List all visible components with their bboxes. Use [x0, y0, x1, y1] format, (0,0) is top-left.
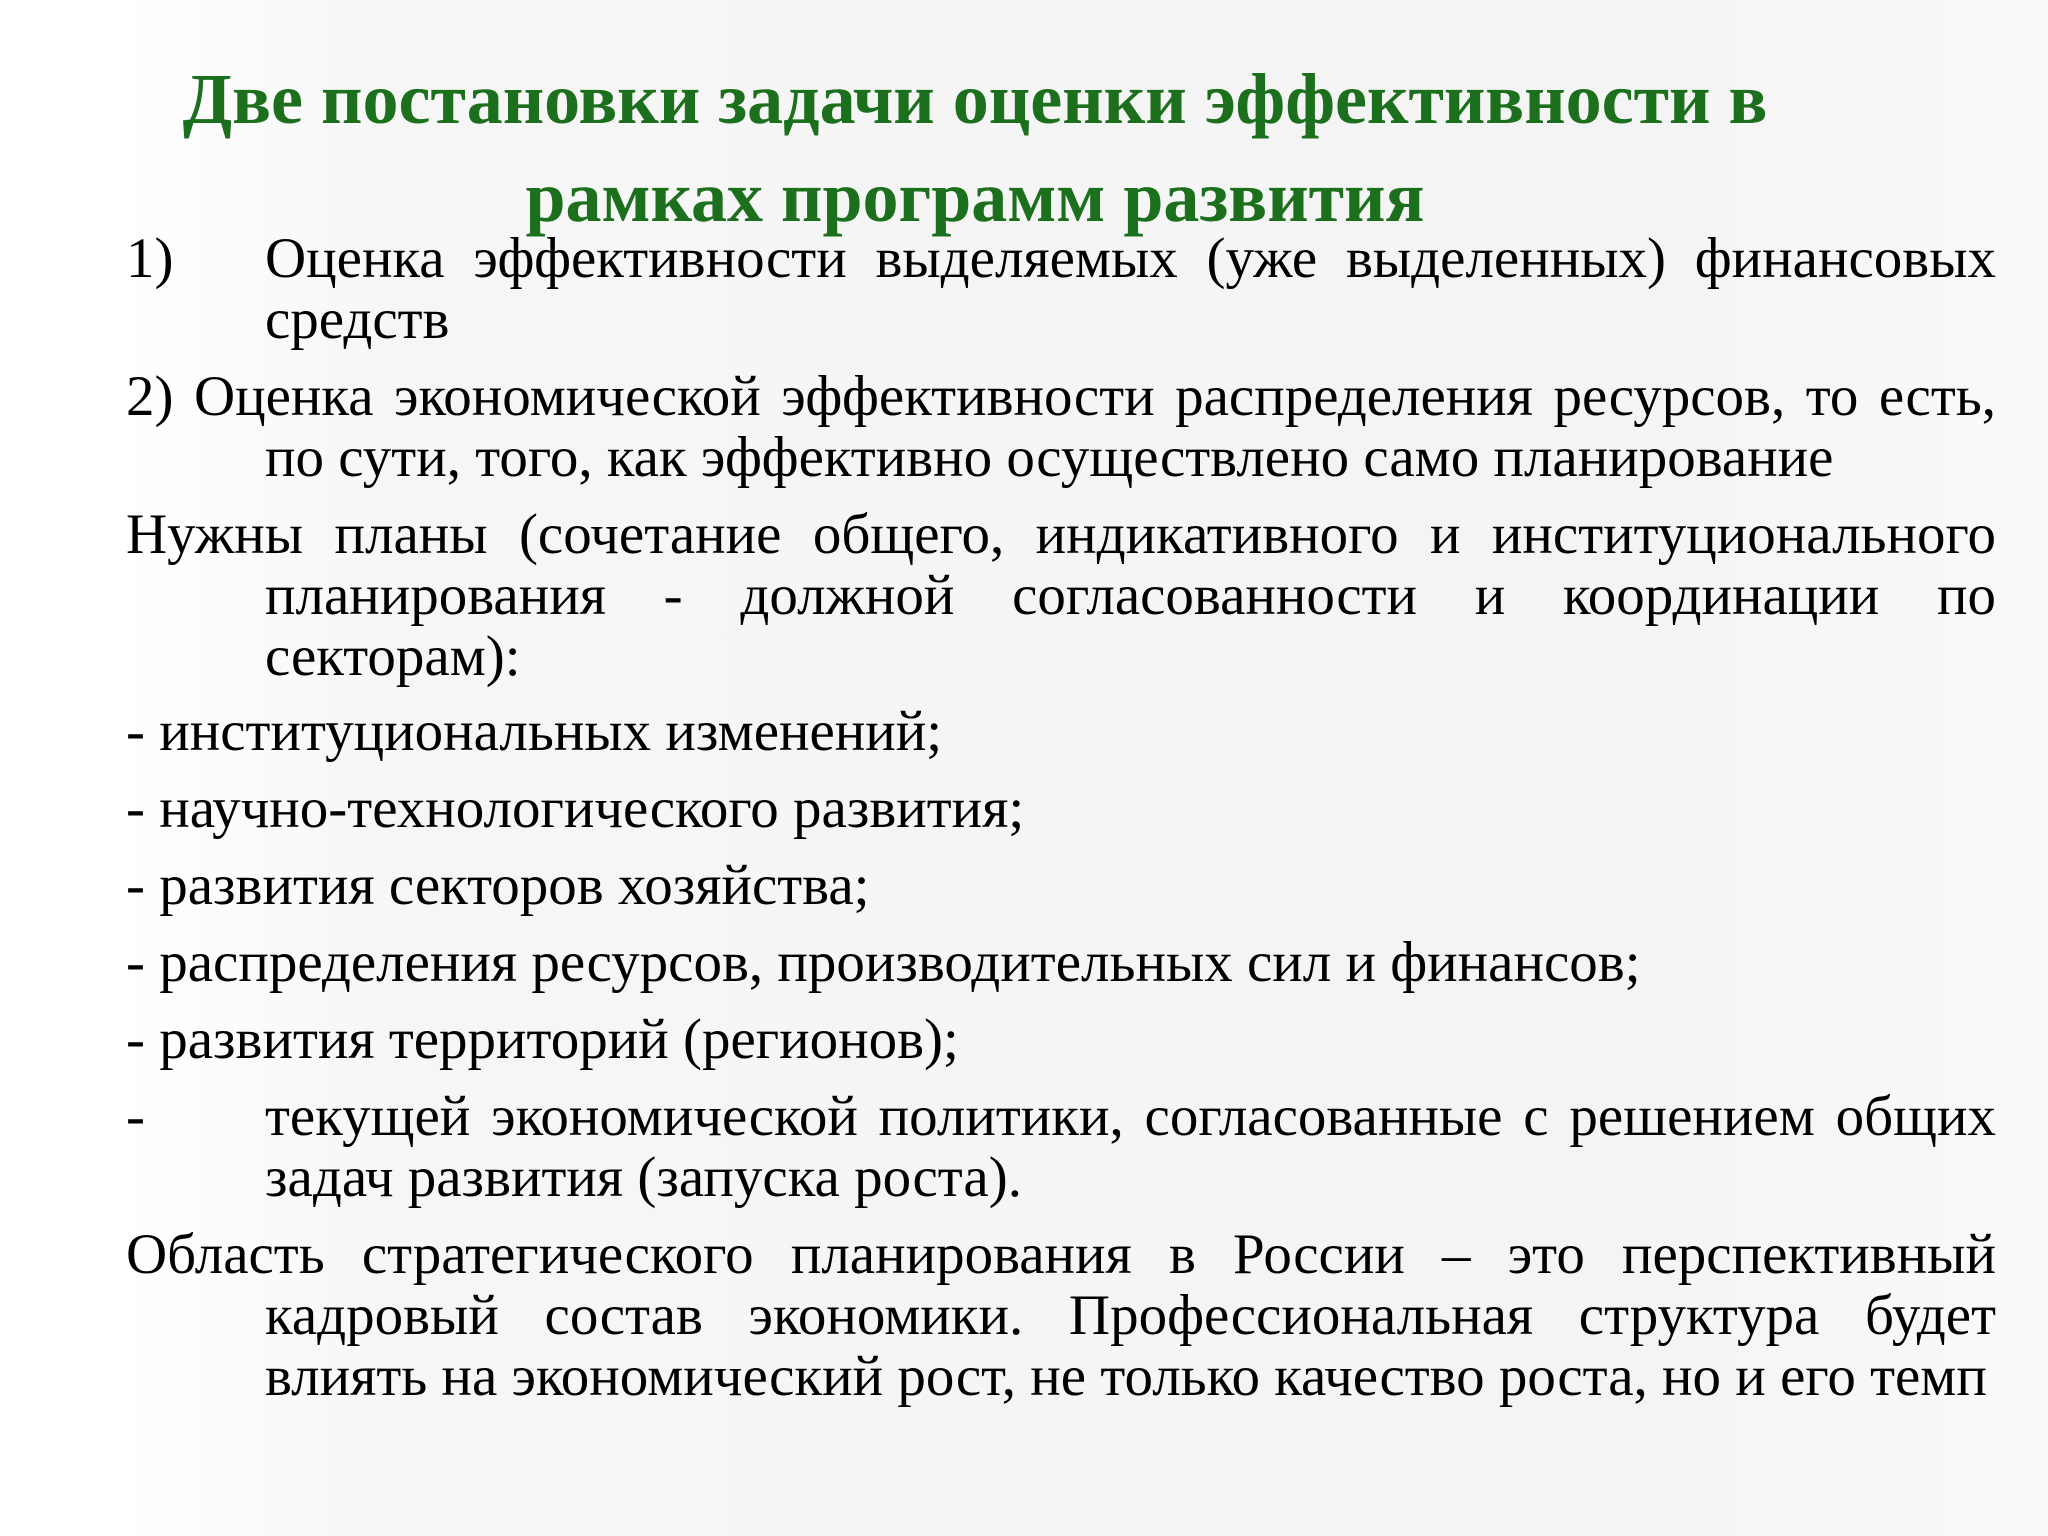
slide-content: [126, 228, 1996, 1407]
bullet-science-tech: - научно-технологического развития;: [126, 777, 1025, 840]
bullet-economic-policy-dash: -: [126, 1085, 145, 1148]
bullet-economic-policy: [126, 1086, 1996, 1208]
list-item-1-text: Оценка эффективности выделяемых (уже выделенных) финансовых средств: [265, 227, 1996, 351]
slide-title: Две постановки задачи оценки эффективности в рамках программ развития: [182, 59, 1768, 237]
bullet-territories: - развития территорий (регионов);: [126, 1008, 959, 1071]
list-item-1-number: 1): [126, 227, 174, 290]
list-item-2: 2) Оценка экономической эффективности распределения ресурсов, то есть, по сути, того, как эффективно осуществлено само планирование: [126, 365, 1996, 489]
bullet-resources: - распределения ресурсов, производительных сил и финансов;: [126, 931, 1641, 994]
bullet-economic-policy-text: текущей экономической политики, согласованные с решением общих задач развития (запуска роста).: [265, 1085, 1996, 1209]
bullet-institutional: - институциональных изменений;: [126, 700, 943, 763]
plans-paragraph: Нужны планы (сочетание общего, индикативного и институционального планирования - должной согласованности и координации по секторам):: [126, 503, 1996, 688]
closing-paragraph: Область стратегического планирования в России – это перспективный кадровый состав экономики. Профессиональная структура будет влиять на экономический рост, не только качество роста, но и его темп: [126, 1223, 1996, 1408]
list-item-1: [126, 228, 1996, 350]
bullet-sectors: - развития секторов хозяйства;: [126, 854, 870, 917]
